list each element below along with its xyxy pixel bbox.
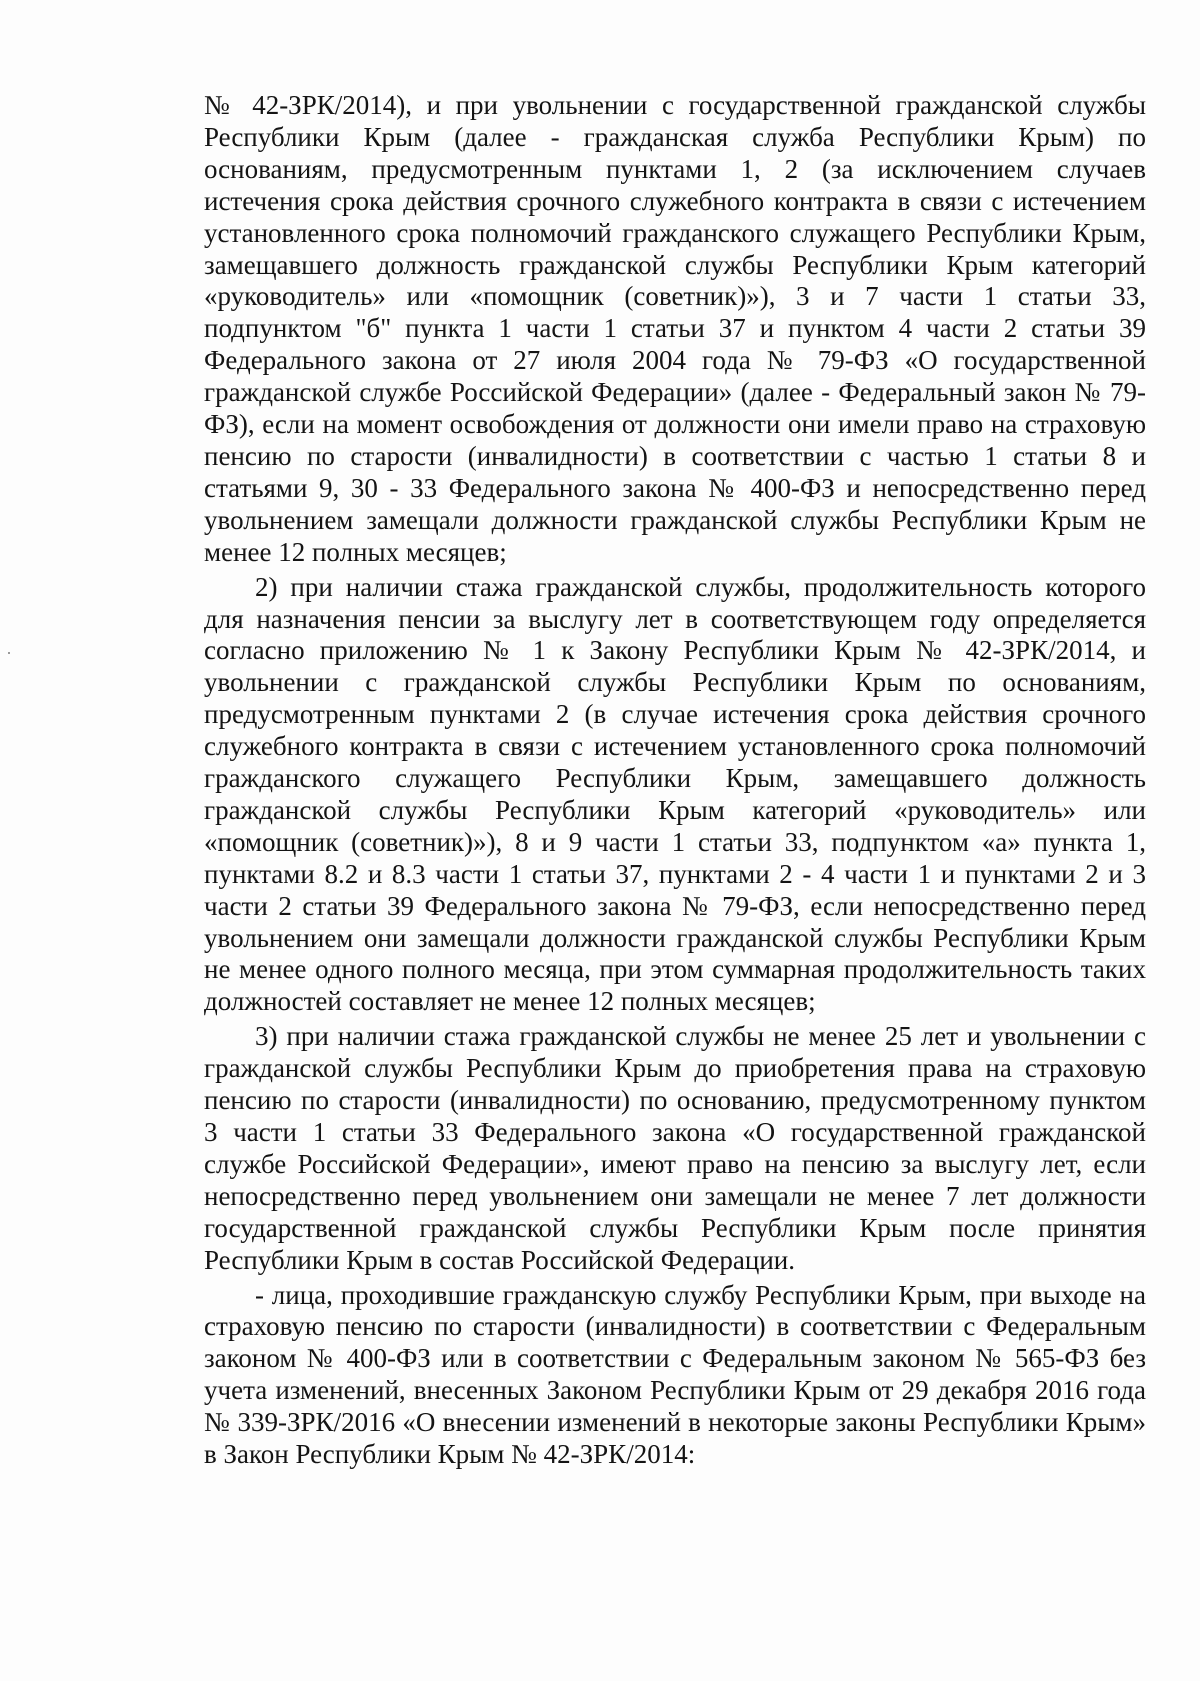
document-body	[204, 90, 1146, 1471]
paragraph-persons-clause: - лица, проходившие гражданскую службу Республики Крым, при выходе на страховую пенсию по старости (инвалидности) в соответствии с Федеральным законом № 400-ФЗ или в соответствии с Федеральным законом № 565-ФЗ без учета изменений, внесенных Законом Республики Крым от 29 декабря 2016 года № 339-ЗРК/2016 «О внесении изменений в некоторые законы Республики Крым» в Закон Республики Крым № 42-ЗРК/2014:	[204, 1279, 1146, 1470]
scan-artifact-dot	[8, 652, 10, 654]
paragraph-1-continuation: № 42-ЗРК/2014), и при увольнении с государственной гражданской службы Республики Крым (далее - гражданская служба Республики Крым) по основаниям, предусмотренным пунктами 1, 2 (за исключением случаев истечения срока действия срочного служебного контракта в связи с истечением установленного срока полномочий гражданского служащего Республики Крым, замещавшего должность гражданской службы Республики Крым категорий «руководитель» или «помощник (советник)»), 3 и 7 части 1 статьи 33, подпунктом "б" пункта 1 части 1 статьи 37 и пунктом 4 части 2 статьи 39 Федерального закона от 27 июля 2004 года № 79-ФЗ «О государственной гражданской службе Российской Федерации» (далее - Федеральный закон № 79-ФЗ), если на момент освобождения от должности они имели право на страховую пенсию по старости (инвалидности) в соответствии с частью 1 статьи 8 и статьями 9, 30 - 33 Федерального закона № 400-ФЗ и непосредственно перед увольнением замещали должности гражданской службы Республики Крым не менее 12 полных месяцев;	[204, 90, 1146, 567]
paragraph-item-3: 3) при наличии стажа гражданской службы не менее 25 лет и увольнении с гражданской службы Республики Крым до приобретения права на страховую пенсию по старости (инвалидности) по основанию, предусмотренному пунктом 3 части 1 статьи 33 Федерального закона «О государственной гражданской службе Российской Федерации», имеют право на пенсию за выслугу лет, если непосредственно перед увольнением они замещали не менее 7 лет должности государственной гражданской службы Республики Крым после принятия Республики Крым в состав Российской Федерации.	[204, 1021, 1146, 1275]
paragraph-item-2: 2) при наличии стажа гражданской службы, продолжительность которого для назначения пенсии за выслугу лет в соответствующем году определяется согласно приложению № 1 к Закону Республики Крым № 42-ЗРК/2014, и увольнении с гражданской службы Республики Крым по основаниям, предусмотренным пунктами 2 (в случае истечения срока действия срочного служебного контракта в связи с истечением установленного срока полномочий гражданского служащего Республики Крым, замещавшего должность гражданской службы Республики Крым категорий «руководитель» или «помощник (советник)»), 8 и 9 части 1 статьи 33, подпунктом «а» пункта 1, пунктами 8.2 и 8.3 части 1 статьи 37, пунктами 2 - 4 части 1 и пунктами 2 и 3 части 2 статьи 39 Федерального закона № 79-ФЗ, если непосредственно перед увольнением они замещали должности гражданской службы Республики Крым не менее одного полного месяца, при этом суммарная продолжительность таких должностей составляет не менее 12 полных месяцев;	[204, 571, 1146, 1017]
